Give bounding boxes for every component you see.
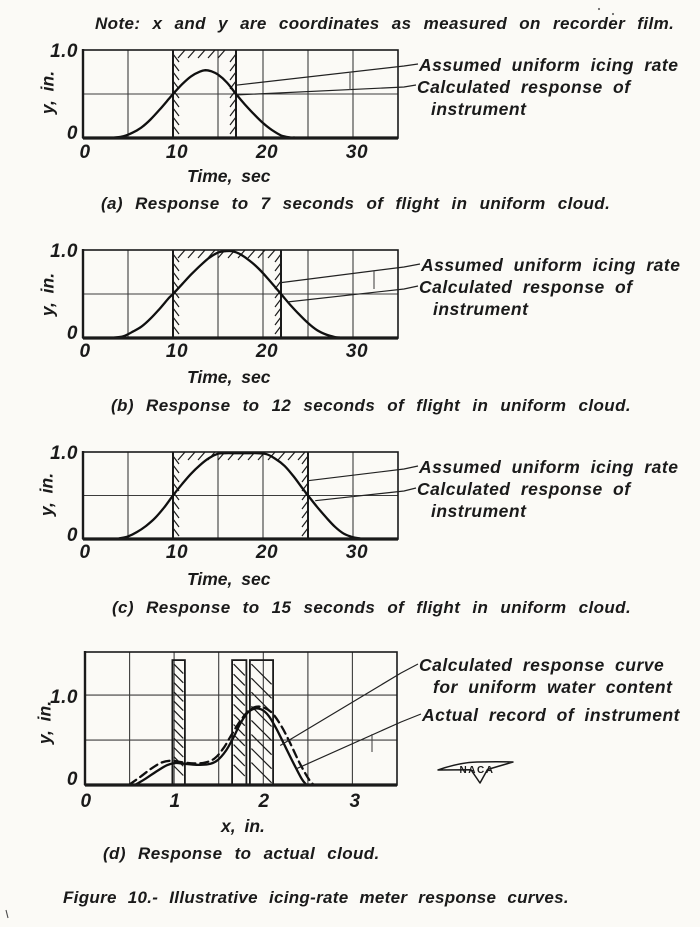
callout-line: Calculated response of	[417, 479, 631, 499]
xtick-label: 10	[165, 341, 189, 362]
callout-line: instrument	[431, 501, 527, 521]
icing-bar-hatching	[251, 664, 271, 783]
ytick-label: 0	[66, 769, 78, 790]
callout-calculated-response	[419, 276, 633, 320]
y-axis-title: y, in.	[36, 472, 57, 517]
ytick-label: 0	[66, 323, 78, 344]
callout-line: Actual record of instrument	[422, 705, 680, 725]
subcaption-c: (c) Response to 15 seconds of flight in uniform cloud.	[112, 598, 632, 617]
y-axis-title: y, in.	[34, 700, 55, 745]
callout-leader-line	[237, 85, 416, 95]
xtick-label: 10	[165, 142, 189, 163]
xtick-label: 3	[349, 791, 361, 812]
callout-line: Assumed uniform icing rate	[419, 55, 679, 75]
callout-assumed-icing-rate	[419, 456, 678, 478]
icing-rect-hatching	[173, 452, 308, 536]
xtick-label: 30	[345, 142, 369, 163]
callout-line: Calculated response curve	[419, 655, 665, 675]
response-curve-solid	[115, 70, 295, 137]
callout-assumed-icing-rate	[419, 54, 678, 76]
ytick-label: 1.0	[50, 241, 78, 262]
callout-calculated-response	[417, 478, 631, 522]
xtick-label: 30	[345, 542, 369, 563]
callout-calculated-response	[417, 76, 631, 120]
xtick-label: 0	[79, 542, 91, 563]
xtick-label: 0	[80, 791, 92, 812]
subcaption-a: (a) Response to 7 seconds of flight in uniform cloud.	[101, 194, 611, 213]
callout-line: for uniform water content	[433, 677, 673, 697]
callout-line: Assumed uniform icing rate	[421, 255, 681, 275]
x-axis-title: Time, sec	[187, 569, 271, 589]
callout-leader-line	[296, 714, 421, 769]
callout-assumed-icing-rate	[421, 254, 680, 276]
x-axis-title: x, in.	[221, 816, 265, 836]
ytick-label: 1.0	[50, 687, 78, 708]
callout-leader-line	[315, 488, 416, 501]
xtick-label: 1	[169, 791, 181, 812]
icing-bar-hatching	[174, 664, 183, 775]
callout-line: Calculated response of	[417, 77, 631, 97]
ytick-label: 1.0	[50, 443, 78, 464]
xtick-label: 20	[255, 142, 279, 163]
xtick-label: 20	[255, 542, 279, 563]
x-axis-title: Time, sec	[187, 166, 271, 186]
xtick-label: 0	[79, 341, 91, 362]
ytick-label: 0	[66, 123, 78, 144]
callout-line: Assumed uniform icing rate	[419, 457, 679, 477]
subcaption-d: (d) Response to actual cloud.	[103, 844, 380, 863]
y-axis-title: y, in.	[37, 70, 58, 115]
y-axis-title: y, in.	[37, 272, 58, 317]
icing-rect-hatching	[173, 250, 281, 334]
xtick-label: 10	[165, 542, 189, 563]
x-axis-title: Time, sec	[187, 367, 271, 387]
note-text: Note: x and y are coordinates as measured on recorder film.	[95, 14, 675, 33]
callout-calculated-response-curve	[419, 654, 672, 698]
subcaption-b: (b) Response to 12 seconds of flight in uniform cloud.	[111, 396, 632, 415]
icing-rect-hatching	[173, 50, 236, 134]
xtick-label: 20	[255, 341, 279, 362]
xtick-label: 2	[258, 791, 270, 812]
figure-caption: Figure 10.- Illustrative icing-rate meter response curves.	[63, 888, 569, 907]
callout-leader-line	[281, 264, 420, 283]
callout-line: instrument	[433, 299, 529, 319]
scan-stray-mark	[6, 910, 8, 918]
callout-actual-record	[422, 704, 680, 726]
scan-speck	[598, 8, 600, 10]
callout-leader-line	[308, 466, 418, 481]
xtick-label: 0	[79, 142, 91, 163]
naca-logo-label: NACA	[459, 765, 495, 776]
response-curve-solid	[136, 708, 306, 784]
callout-line: Calculated response of	[419, 277, 633, 297]
ytick-label: 0	[66, 525, 78, 546]
xtick-label: 30	[345, 341, 369, 362]
callout-line: instrument	[431, 99, 527, 119]
ytick-label: 1.0	[50, 41, 78, 62]
